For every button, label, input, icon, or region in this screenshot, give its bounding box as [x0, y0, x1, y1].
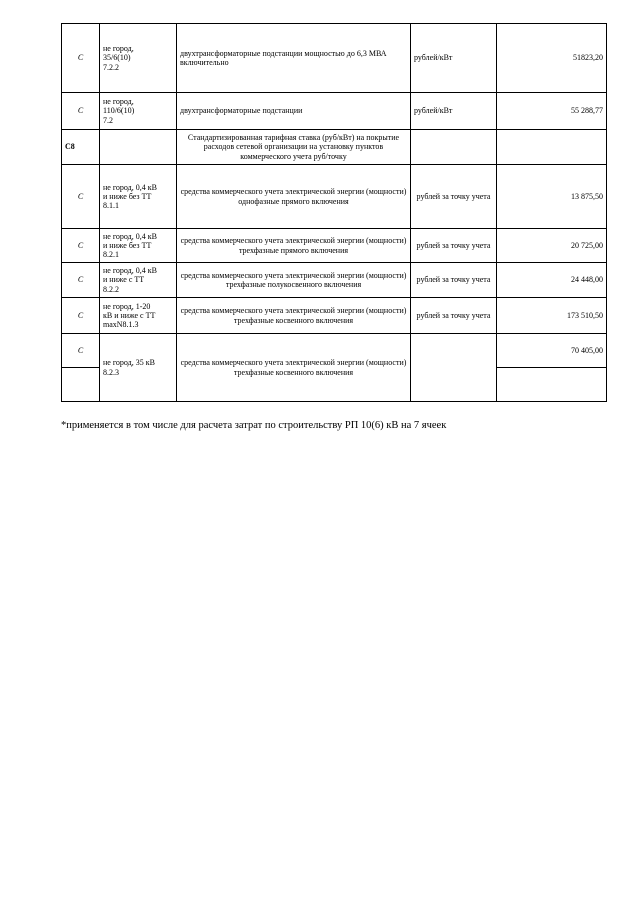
unit-cell: рублей за точку учета [411, 165, 497, 229]
description-cell: Стандартизированная тарифная ставка (руб/кВт) на покрытие расходов сетевой организации на установку пунктов коммерческого учета руб/точку [177, 130, 411, 165]
area-cell [100, 334, 177, 402]
rate-symbol: C [62, 298, 100, 334]
unit-cell [411, 334, 497, 402]
description-cell: средства коммерческого учета электрической энергии (мощности) трехфазные полукосвенного включения [177, 263, 411, 298]
empty-cell [497, 130, 607, 165]
area-line: 110/6(10) [103, 106, 135, 116]
unit-cell: рублей за точку учета [411, 263, 497, 298]
value-cell: 70 405,00 [497, 334, 607, 368]
area-line: не город, 0,4 кВ [103, 266, 157, 276]
rate-symbol: C [62, 263, 100, 298]
unit-cell: рублей/кВт [411, 93, 497, 130]
area-line: и ниже без ТТ [103, 240, 152, 250]
value-cell: 24 448,00 [497, 263, 607, 298]
area-line: maxN8.1.3 [103, 320, 139, 330]
table-row [62, 130, 607, 165]
empty-cell [411, 130, 497, 165]
description-cell: средства коммерческого учета электрической энергии (мощности) однофазные прямого включения [177, 165, 411, 229]
area-line: не город, 0,4 кВ [103, 182, 157, 192]
unit-cell: рублей за точку учета [411, 298, 497, 334]
rate-symbol: C [62, 229, 100, 263]
table-row [62, 334, 607, 368]
area-line: не город, [103, 44, 134, 54]
area-cell [100, 165, 177, 229]
description-cell: двухтрансформаторные подстанции [177, 93, 411, 130]
table-row [62, 93, 607, 130]
area-line: не город, 0,4 кВ [103, 231, 157, 241]
area-line: 8.2.1 [103, 250, 119, 260]
area-line: 8.2.3 [103, 367, 119, 377]
table-row [62, 263, 607, 298]
empty-cell [497, 368, 607, 402]
rate-symbol: C [62, 334, 100, 368]
description-cell: средства коммерческого учета электрической энергии (мощности) трехфазные косвенного включения [177, 298, 411, 334]
area-line: 7.2.2 [103, 62, 119, 72]
rate-symbol: C [62, 93, 100, 130]
area-line: 8.2.2 [103, 284, 119, 294]
table-row [62, 298, 607, 334]
unit-cell: рублей за точку учета [411, 229, 497, 263]
value-cell: 173 510,50 [497, 298, 607, 334]
area-line: не город, 35 кВ [103, 358, 155, 368]
area-cell [100, 93, 177, 130]
footnote: *применяется в том числе для расчета затрат по строительству РП 10(6) кВ на 7 ячеек [61, 420, 447, 431]
value-cell: 20 725,00 [497, 229, 607, 263]
value-cell: 51823,20 [497, 24, 607, 93]
value-cell: 55 288,77 [497, 93, 607, 130]
empty-cell [100, 130, 177, 165]
area-cell [100, 229, 177, 263]
rate-symbol: C [62, 165, 100, 229]
area-line: кВ и ниже с ТТ [103, 310, 156, 320]
description-cell: средства коммерческого учета электрической энергии (мощности) трехфазные прямого включения [177, 229, 411, 263]
empty-cell [62, 368, 100, 402]
area-line: не город, [103, 97, 134, 107]
area-cell [100, 298, 177, 334]
area-line: 35/6(10) [103, 53, 131, 63]
area-line: 7.2 [103, 115, 113, 125]
rate-symbol: C [62, 24, 100, 93]
tariff-table [61, 23, 607, 402]
area-line: и ниже с ТТ [103, 275, 145, 285]
area-line: и ниже без ТТ [103, 191, 152, 201]
area-cell [100, 263, 177, 298]
description-cell: средства коммерческого учета электрической энергии (мощности) трехфазные косвенного включения [177, 334, 411, 402]
value-cell: 13 875,50 [497, 165, 607, 229]
unit-cell: рублей/кВт [411, 24, 497, 93]
area-cell [100, 24, 177, 93]
area-line: не город, 1-20 [103, 301, 151, 311]
table-row [62, 165, 607, 229]
rate-code: C8 [62, 130, 100, 165]
description-cell: двухтрансформаторные подстанции мощностью до 6,3 МВА включительно [177, 24, 411, 93]
area-line: 8.1.1 [103, 201, 119, 211]
table-row [62, 24, 607, 93]
table-row [62, 229, 607, 263]
